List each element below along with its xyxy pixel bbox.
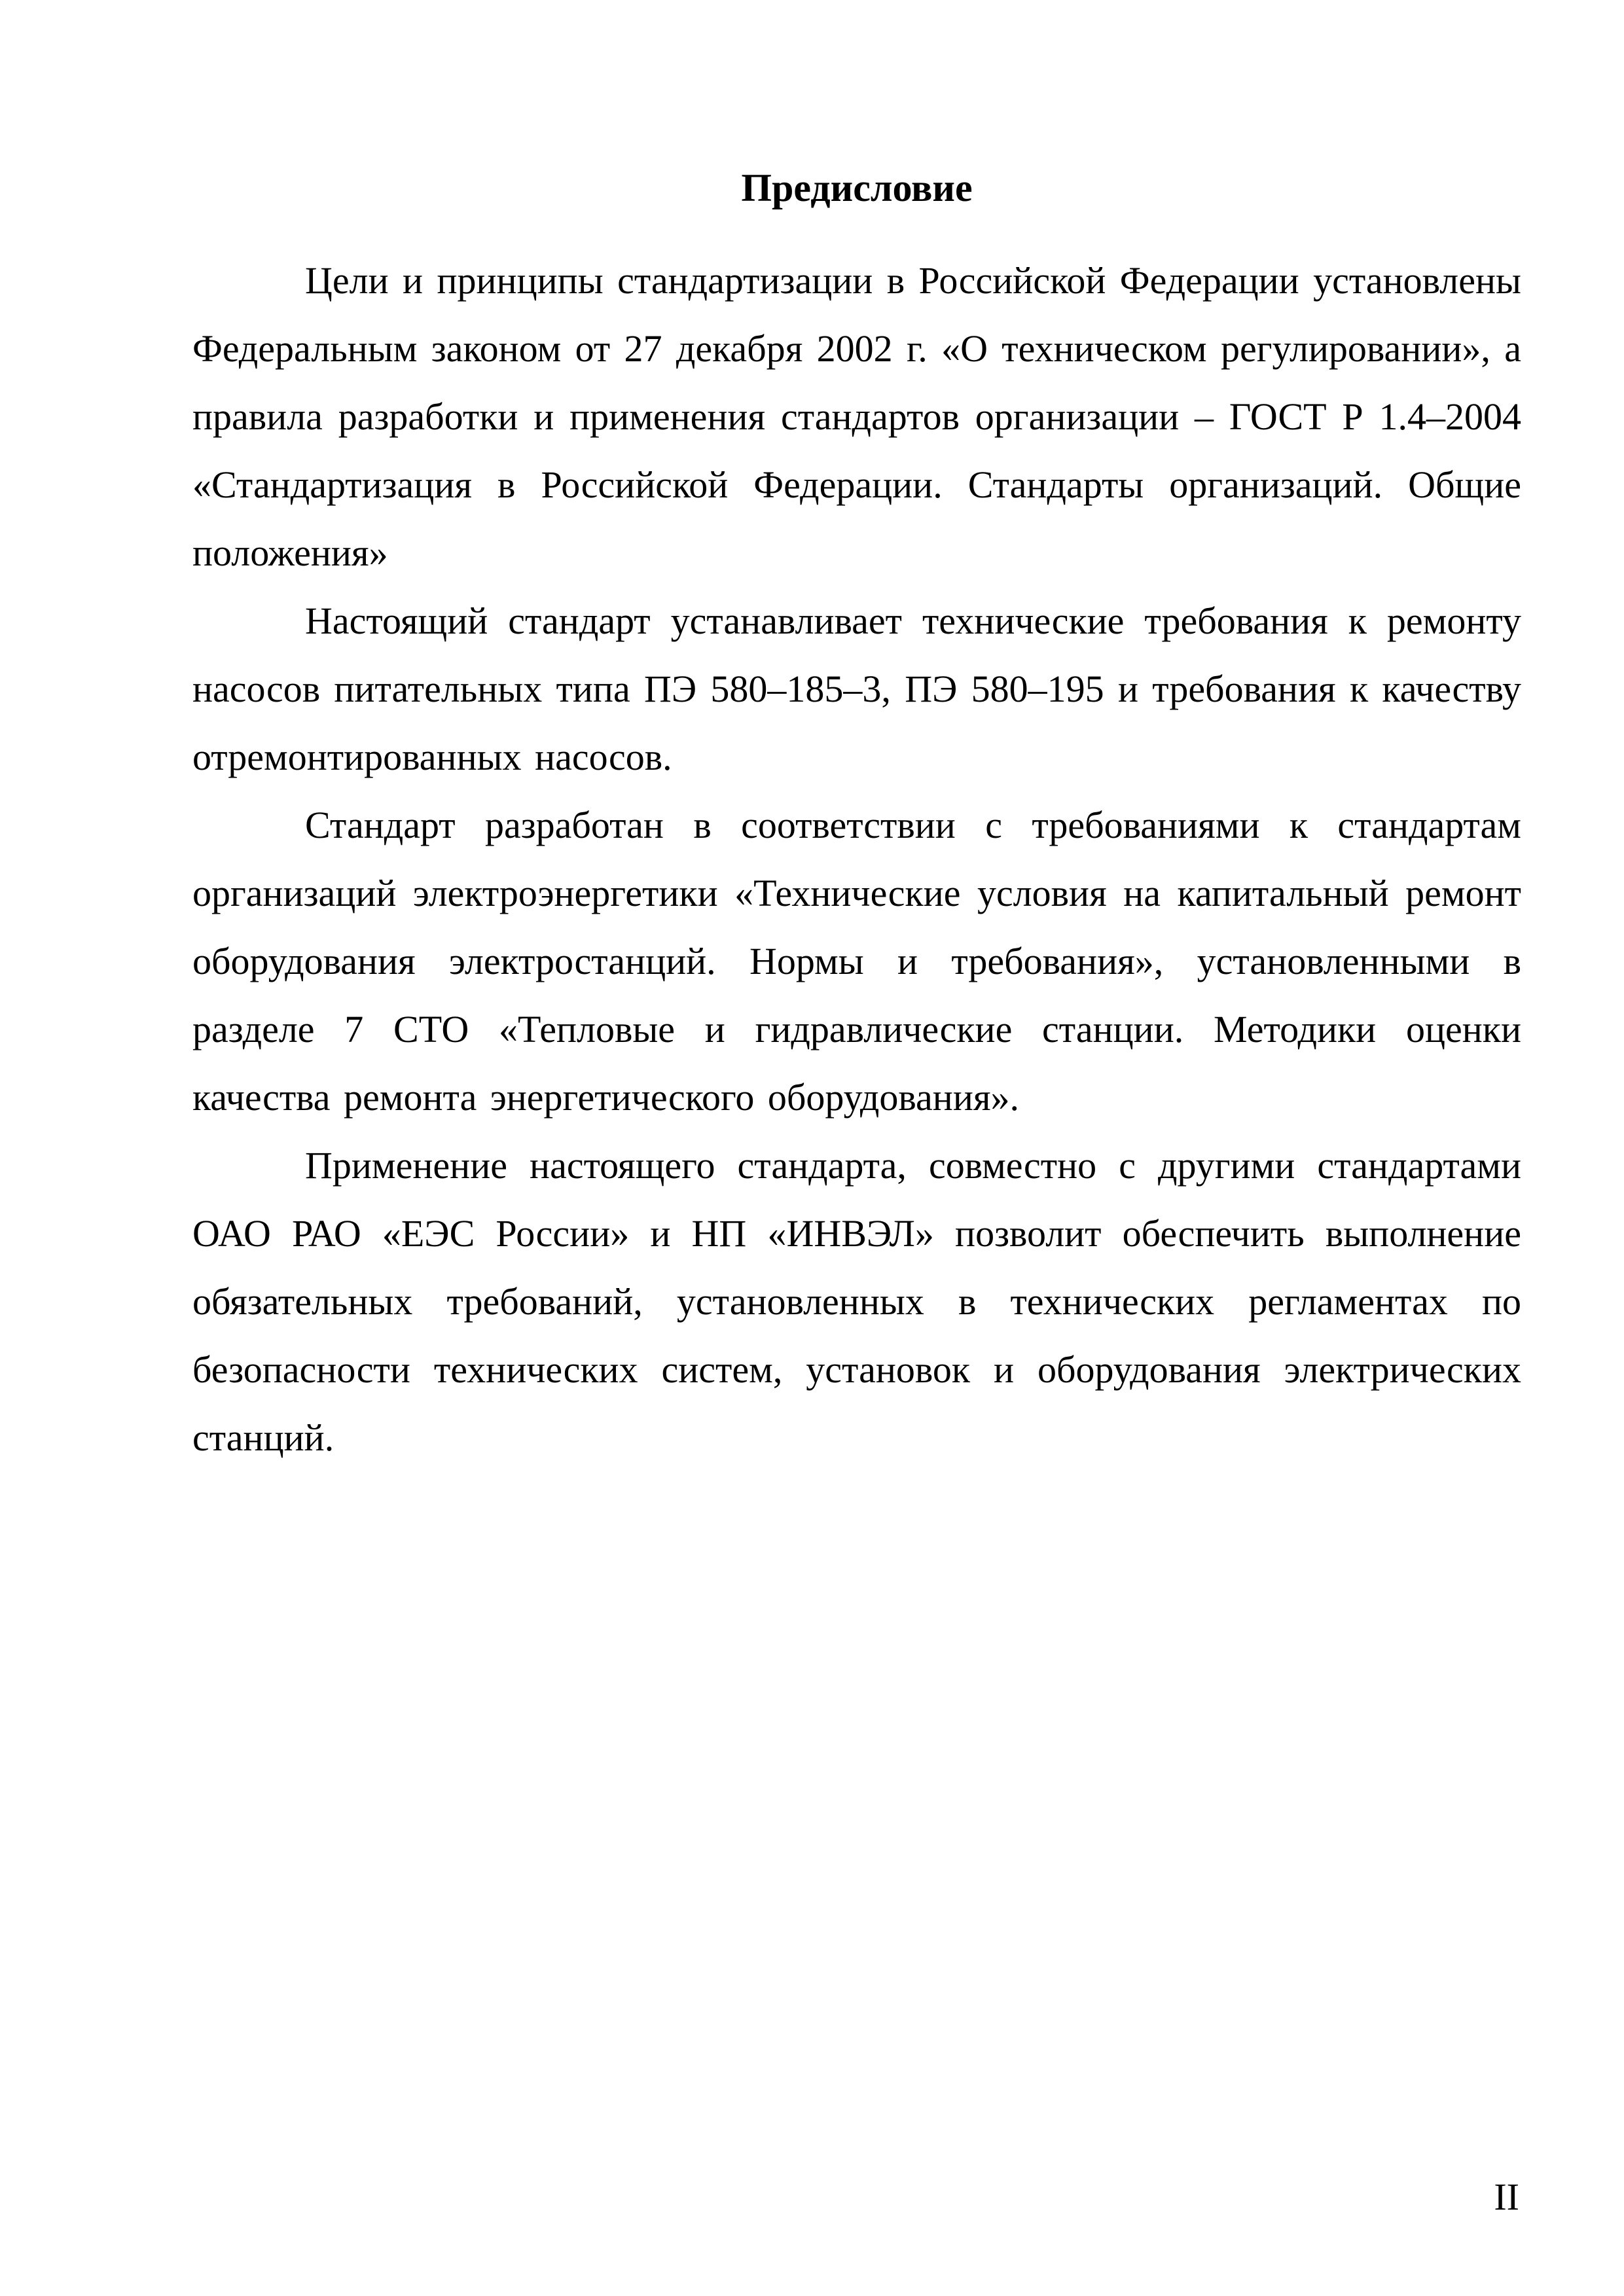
paragraph-standard-development: Стандарт разработан в соответствии с требованиями к стандартам организаций электроэнергетики «Технические условия на капитальный ремонт оборудования электростанций. Нормы и требования», установленными в разделе 7 СТО «Тепловые и гидравлические станции. Методики оценки качества ремонта энергетического оборудования». [192, 804, 1521, 1119]
page-number: II [1494, 2176, 1519, 2218]
page-title: Предисловие [741, 166, 973, 209]
paragraph-standard-application: Применение настоящего стандарта, совместно с другими стандартами ОАО РАО «ЕЭС России» и НП «ИНВЭЛ» позволит обеспечить выполнение обязательных требований, установленных в технических регламентах по безопасности технических систем, установок и оборудования электрических станций. [192, 1144, 1521, 1459]
document-content [192, 154, 1521, 1472]
paragraph-standard-scope: Настоящий стандарт устанавливает технические требования к ремонту насосов питательных типа ПЭ 580–185–3, ПЭ 580–195 и требования к качеству отремонтированных насосов. [192, 600, 1521, 778]
paragraph-goals-and-principles: Цели и принципы стандартизации в Российской Федерации установлены Федеральным законом от 27 декабря 2002 г. «О техническом регулировании», а правила разработки и применения стандартов организации – ГОСТ Р 1.4–2004 «Стандартизация в Российской Федерации. Стандарты организаций. Общие положения» [192, 259, 1521, 574]
